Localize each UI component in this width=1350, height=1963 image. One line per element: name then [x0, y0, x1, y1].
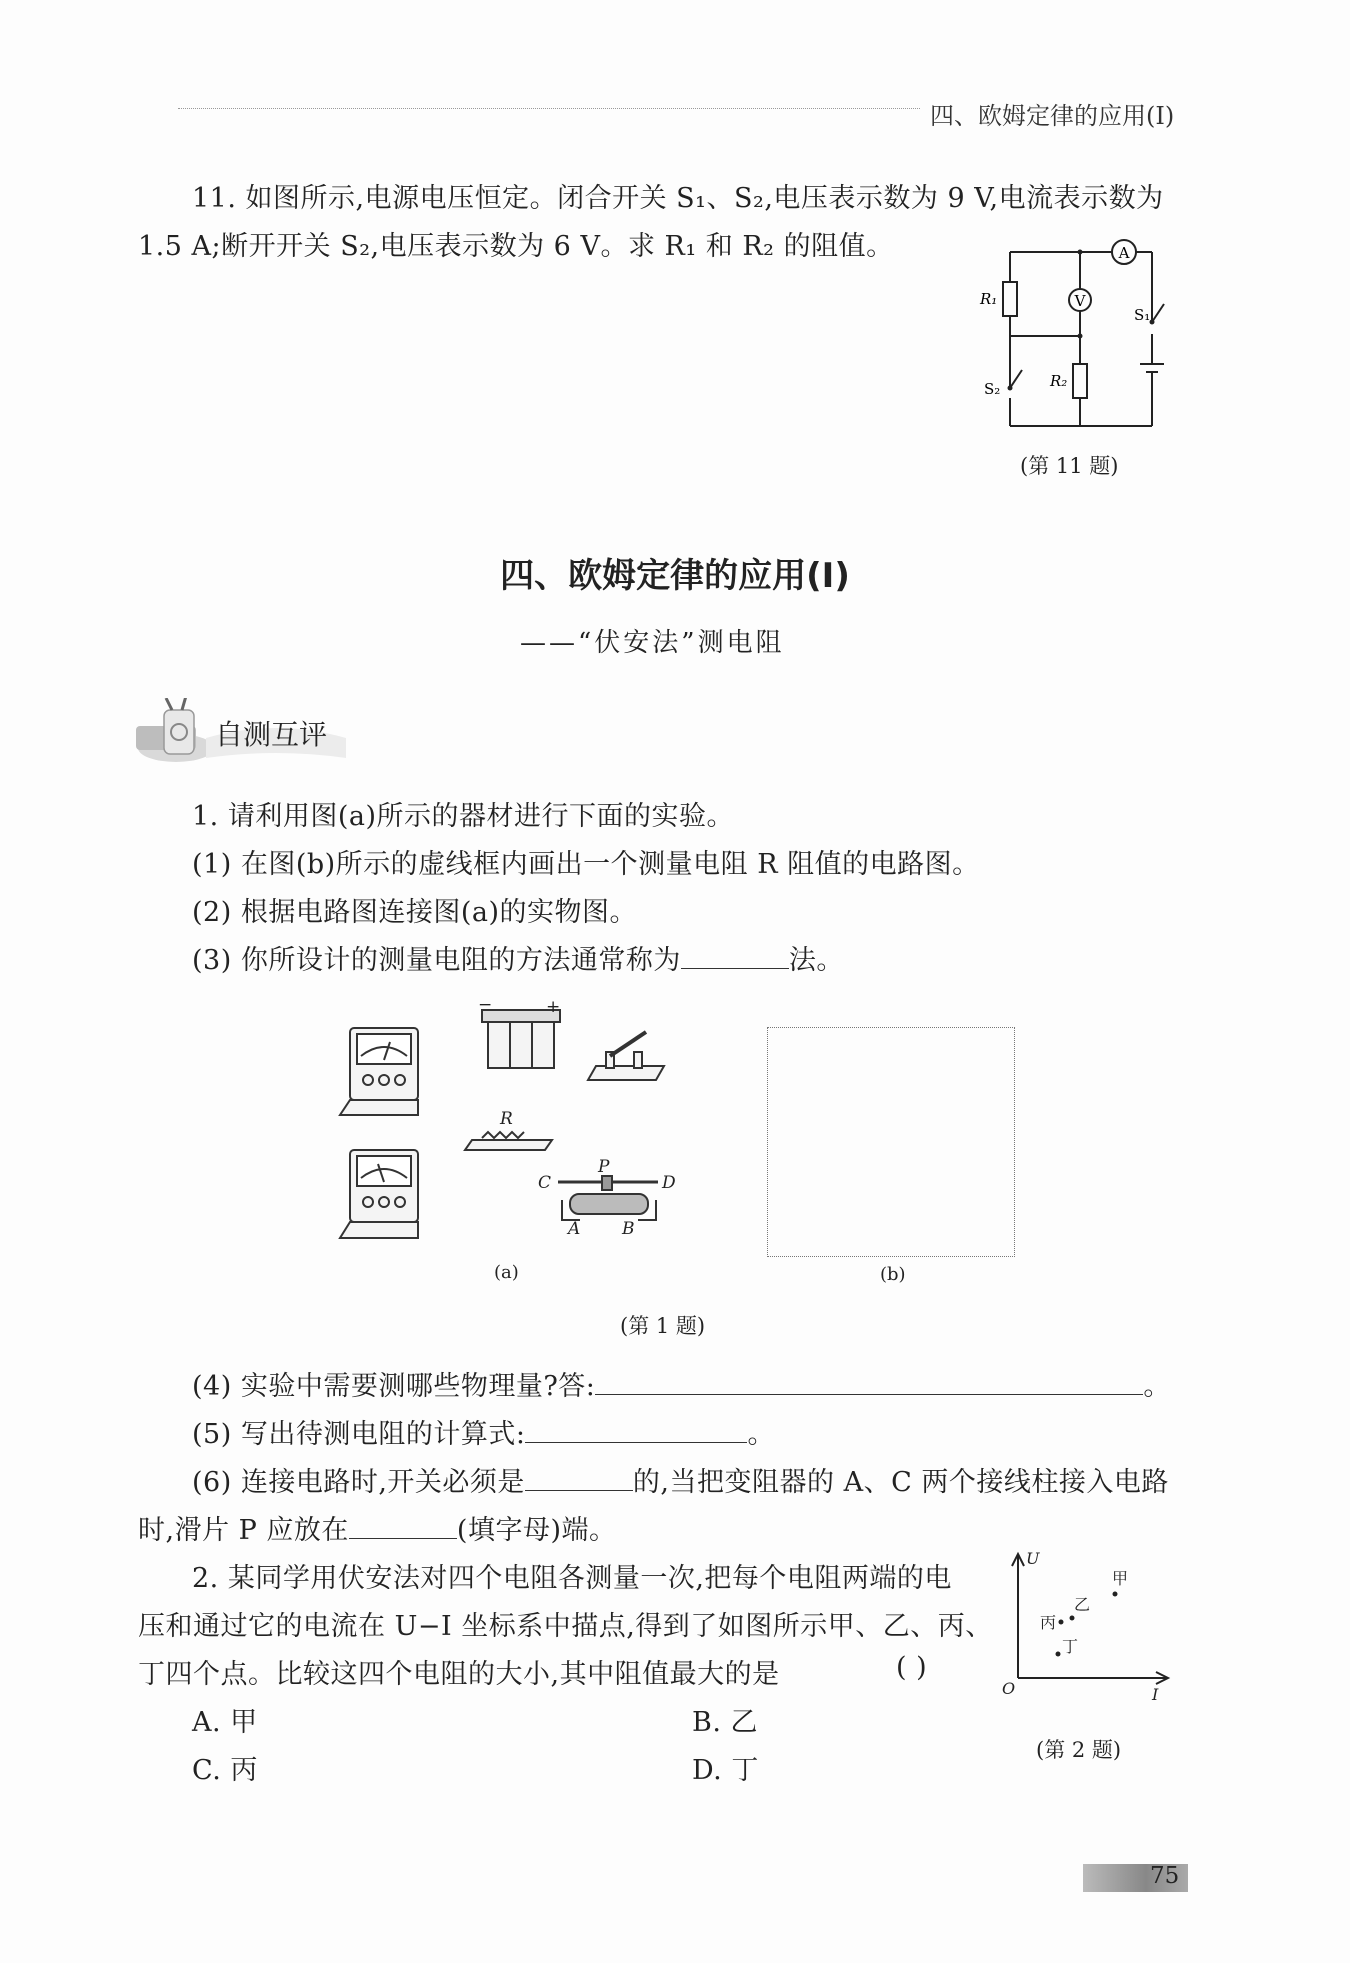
point-ding	[1056, 1652, 1061, 1657]
ammeter-symbol: A	[1118, 244, 1130, 262]
q1-part6-text3: 时,滑片 P 应放在	[138, 1515, 349, 1546]
q1-part5	[192, 1412, 775, 1451]
circuit-drawing-box[interactable]	[767, 1027, 1015, 1257]
origin-label: O	[1002, 1679, 1016, 1698]
rheostat-icon	[558, 1176, 658, 1220]
q2-line2: 压和通过它的电流在 U−I 坐标系中描点,得到了如图所示甲、乙、丙、	[138, 1611, 993, 1642]
section-tag-label: 自测互评	[215, 718, 328, 751]
label-yi: 乙	[1074, 1595, 1091, 1614]
label-jia: 甲	[1112, 1569, 1129, 1588]
battery-icon	[482, 1010, 560, 1068]
q1-part5-text: (5) 写出待测电阻的计算式:	[192, 1419, 526, 1450]
q2-line3: 丁四个点。比较这四个电阻的大小,其中阻值最大的是	[138, 1659, 780, 1690]
resistor-label: R	[500, 1109, 513, 1129]
q2-option-a[interactable]: A. 甲	[192, 1707, 258, 1738]
terminal-b-label: B	[622, 1219, 635, 1239]
section-subtitle: ——“伏安法”测电阻	[520, 628, 785, 658]
q1-part4	[192, 1364, 1171, 1403]
q1-stem: 1. 请利用图(a)所示的器材进行下面的实验。	[192, 801, 735, 832]
point-jia	[1113, 1592, 1118, 1597]
q1-part2: (2) 根据电路图连接图(a)的实物图。	[192, 897, 637, 928]
label-bing: 丙	[1040, 1613, 1057, 1632]
q2-answer-paren[interactable]: ( )	[896, 1652, 928, 1683]
terminal-c-label: C	[538, 1173, 552, 1193]
q1-part4-blank[interactable]	[595, 1370, 1143, 1395]
terminal-d-label: D	[662, 1173, 676, 1193]
q2-option-b[interactable]: B. 乙	[692, 1707, 759, 1738]
page-number: 75	[1150, 1863, 1180, 1889]
q1-part1: (1) 在图(b)所示的虚线框内画出一个测量电阻 R 阻值的电路图。	[192, 849, 980, 880]
q1-part4-text: (4) 实验中需要测哪些物理量?答:	[192, 1371, 596, 1402]
axis-i-label: I	[1152, 1685, 1159, 1704]
voltmeter-symbol: V	[1074, 292, 1086, 310]
apparatus-figure-a	[330, 1000, 700, 1260]
figure-a-caption: (a)	[494, 1262, 519, 1283]
q1-part5-end: 。	[747, 1419, 775, 1450]
header-rule	[178, 108, 920, 109]
q1-part6-text1: (6) 连接电路时,开关必须是	[192, 1467, 525, 1498]
q11-line2: 1.5 A;断开开关 S₂,电压表示数为 6 V。求 R₁ 和 R₂ 的阻值。	[138, 231, 894, 262]
label-ding: 丁	[1062, 1637, 1079, 1656]
terminal-a-label: A	[568, 1219, 581, 1239]
knife-switch-icon	[588, 1032, 664, 1080]
meter-icon	[340, 1150, 418, 1238]
q1-part3-blank[interactable]	[681, 944, 789, 969]
slider-p-label: P	[598, 1157, 610, 1177]
q2-caption: (第 2 题)	[1036, 1738, 1122, 1762]
battery-plus-label: +	[546, 1000, 561, 1017]
s2-label: S₂	[984, 380, 1001, 398]
figure-b-caption: (b)	[880, 1264, 906, 1285]
axis-u-label: U	[1026, 1549, 1040, 1568]
section-title: 四、欧姆定律的应用(Ⅰ)	[500, 556, 850, 596]
q1-part6-text2: 的,当把变阻器的 A、C 两个接线柱接入电路	[632, 1467, 1169, 1498]
r2-label: R₂	[1050, 372, 1068, 390]
q11-circuit-diagram	[960, 230, 1180, 440]
q1-part6-line1	[192, 1460, 1169, 1499]
meter-icon	[340, 1028, 418, 1115]
q1-part6-line2	[138, 1508, 617, 1547]
q1-part5-blank[interactable]	[525, 1418, 747, 1443]
point-bing	[1059, 1620, 1064, 1625]
q2-option-c[interactable]: C. 丙	[192, 1755, 258, 1786]
s1-label: S₁	[1134, 306, 1151, 324]
q2-option-d[interactable]: D. 丁	[692, 1755, 759, 1786]
q1-part3-text: (3) 你所设计的测量电阻的方法通常称为	[192, 945, 681, 976]
q1-caption: (第 1 题)	[620, 1314, 706, 1338]
q1-part3-end: 法。	[788, 945, 844, 976]
r1-label: R₁	[980, 290, 998, 308]
resistor-icon	[465, 1132, 552, 1150]
running-title: 四、欧姆定律的应用(Ⅰ)	[930, 102, 1175, 130]
q1-part6-blank1[interactable]	[525, 1466, 633, 1491]
q11-caption: (第 11 题)	[1020, 454, 1119, 478]
ui-graph	[1000, 1546, 1180, 1706]
battery-minus-label: −	[478, 1000, 493, 1015]
q2-line1: 2. 某同学用伏安法对四个电阻各测量一次,把每个电阻两端的电	[192, 1563, 952, 1594]
point-yi	[1070, 1616, 1075, 1621]
q11-line1: 11. 如图所示,电源电压恒定。闭合开关 S₁、S₂,电压表示数为 9 V,电流表示数为	[192, 183, 1164, 214]
q1-part4-end: 。	[1143, 1371, 1171, 1402]
q1-part6-blank2[interactable]	[349, 1514, 457, 1539]
q1-part3	[192, 938, 844, 977]
q1-part6-text4: (填字母)端。	[456, 1515, 617, 1546]
